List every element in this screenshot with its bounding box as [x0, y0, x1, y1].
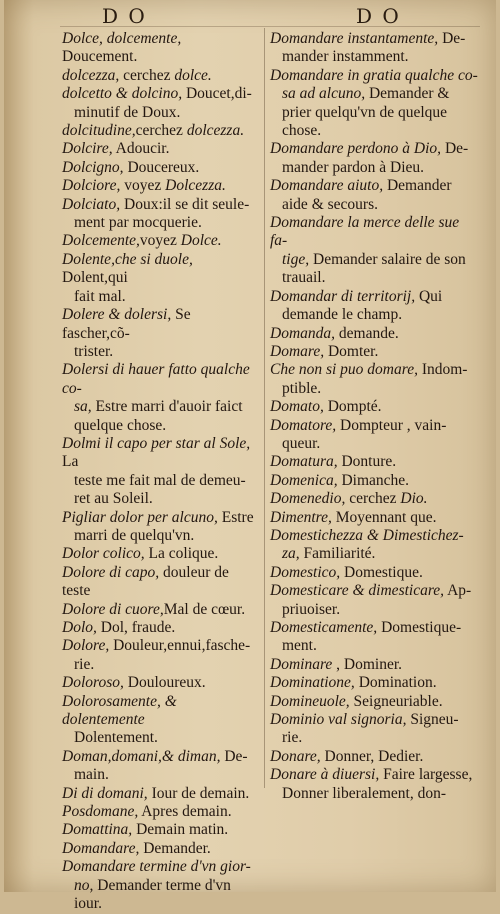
- entry-continuation: [270, 729, 478, 747]
- running-head-right: D O: [356, 4, 401, 28]
- right-column: [270, 30, 478, 803]
- dictionary-entry: [62, 821, 260, 839]
- entry-continuation: [62, 729, 260, 747]
- entry-definition: De-: [438, 30, 466, 47]
- entry-continuation: [270, 785, 478, 803]
- entry-definition-continued: priuoiser.: [282, 600, 341, 618]
- entry-definition: Estre: [217, 508, 254, 526]
- dictionary-entry: [270, 288, 478, 325]
- entry-continuation: [62, 104, 260, 122]
- dictionary-entry: [62, 858, 260, 913]
- entry-definition: cerchez: [119, 66, 175, 84]
- entry-definition: Adoucir.: [112, 140, 170, 158]
- entry-term: Domenica,: [270, 471, 338, 489]
- entry-definition: Seigneuriable.: [349, 692, 443, 710]
- entry-term: Domandare aiuto,: [270, 177, 384, 195]
- entry-continuation: [270, 251, 478, 288]
- entry-term: Domatore,: [270, 416, 337, 434]
- entry-definition-continued: Demander salaire de son trauail.: [282, 250, 466, 287]
- entry-definition: Mal de cœur.: [163, 600, 246, 618]
- entry-cross-reference: Dolcezza.: [165, 177, 226, 195]
- entry-definition: Apres demain.: [138, 803, 232, 821]
- entry-term: Doman,domani,& diman,: [62, 747, 221, 765]
- dictionary-entry: [270, 509, 478, 527]
- entry-term: Donare à diuersi,: [270, 766, 380, 784]
- entry-cross-reference: Dio.: [400, 490, 428, 508]
- dictionary-entry: [62, 159, 260, 177]
- dictionary-entry: [270, 67, 478, 141]
- entry-term: Domandare in gratia qualche co-: [270, 66, 478, 84]
- dictionary-entry: [62, 196, 260, 233]
- dictionary-entry: [62, 306, 260, 361]
- dictionary-entry: [270, 748, 478, 766]
- entry-continuation: [270, 637, 478, 655]
- entry-definition: Dompteur , vain-: [336, 416, 447, 434]
- dictionary-entry: [62, 435, 260, 509]
- entry-definition: Donner, Dedier.: [320, 747, 424, 765]
- entry-definition: voyez: [139, 232, 181, 250]
- dictionary-entry: [270, 693, 478, 711]
- entry-definition: Domination.: [354, 674, 437, 692]
- dictionary-entry: [62, 177, 260, 195]
- entry-definition: Qui: [415, 287, 443, 305]
- entry-term: Dolorosamente, & dolentemente: [62, 692, 177, 729]
- entry-definition: douleur de teste: [62, 563, 229, 600]
- entry-definition-continued: Dolentement.: [74, 729, 158, 747]
- entry-definition-continued: marri de quelqu'vn.: [74, 526, 195, 544]
- dictionary-entry: [270, 472, 478, 490]
- dictionary-entry: [270, 140, 478, 177]
- entry-term: Dolcemente,: [62, 232, 140, 250]
- entry-term: Dominare: [270, 655, 333, 673]
- entry-definition: Indom-: [417, 361, 468, 379]
- entry-cross-reference: dolce.: [174, 66, 212, 84]
- dictionary-entry: [62, 232, 260, 250]
- entry-term-continued: za,: [282, 545, 300, 563]
- entry-continuation: [62, 343, 260, 361]
- dictionary-entry: [270, 343, 478, 361]
- dictionary-entry: [270, 453, 478, 471]
- dictionary-entry: [62, 122, 260, 140]
- dictionary-entry: [270, 325, 478, 343]
- entry-definition: cerchez: [345, 490, 401, 508]
- entry-term: Domato,: [270, 398, 324, 416]
- entry-continuation: [270, 380, 478, 398]
- entry-definition: De-: [220, 747, 248, 765]
- entry-term: Dolere & dolersi,: [62, 306, 172, 324]
- entry-term: Dolore di capo,: [62, 563, 160, 581]
- dictionary-entry: [62, 674, 260, 692]
- entry-definition: De-: [441, 140, 469, 158]
- dictionary-entry: [62, 693, 260, 748]
- entry-term: Domandare la merce delle sue fa-: [270, 214, 460, 250]
- entry-definition: La: [62, 453, 79, 471]
- entry-definition-continued: ment.: [282, 637, 317, 655]
- entry-term: Domestico,: [270, 563, 341, 581]
- entry-term: Donare,: [270, 747, 321, 765]
- entry-definition-continued: rie.: [74, 655, 95, 673]
- entry-definition: Dompté.: [323, 398, 382, 416]
- entry-definition-continued: trister.: [74, 342, 114, 360]
- entry-definition-continued: ptible.: [282, 379, 322, 397]
- entry-term-continued: sa,: [74, 398, 92, 416]
- entry-term: Di di domani,: [62, 784, 148, 802]
- entry-term: Pigliar dolor per alcuno,: [62, 508, 218, 526]
- column-divider: [264, 28, 265, 788]
- dictionary-entry: [62, 67, 260, 85]
- entry-term: Domandare instantamente,: [270, 30, 439, 47]
- dictionary-entry: [62, 251, 260, 306]
- entry-definition: Iour de demain.: [147, 784, 250, 802]
- entry-continuation: [270, 85, 478, 140]
- dictionary-entry: [62, 748, 260, 785]
- entry-definition: Domter.: [324, 342, 379, 360]
- dictionary-entry: [270, 490, 478, 508]
- dictionary-entry: [270, 527, 478, 564]
- dictionary-entry: [62, 85, 260, 122]
- entry-term: Domanda,: [270, 324, 336, 342]
- entry-term: Dolente,che si duole,: [62, 250, 193, 268]
- entry-definition-continued: aide & secours.: [282, 195, 378, 213]
- entry-definition-continued: teste me fait mal de demeu-ret au Soleil.: [74, 471, 246, 508]
- entry-continuation: [270, 48, 478, 66]
- entry-definition: Doucet,di-: [182, 85, 252, 103]
- book-page: [4, 0, 496, 913]
- entry-definition-continued: mander instamment.: [282, 48, 409, 66]
- entry-definition: Demain matin.: [132, 821, 229, 839]
- entry-term: Dolersi di hauer fatto qualche co-: [62, 361, 250, 397]
- entry-definition: Donture.: [337, 453, 397, 471]
- entry-definition: Signeu-: [406, 711, 459, 729]
- dictionary-entry: [62, 619, 260, 637]
- entry-term: Domandar di territorij,: [270, 287, 416, 305]
- dictionary-entry: [62, 30, 260, 67]
- left-column: [62, 30, 260, 914]
- entry-continuation: [62, 766, 260, 784]
- entry-definition: voyez: [120, 177, 166, 195]
- entry-definition-continued: queur.: [282, 434, 321, 452]
- entry-term-continued: tige,: [282, 250, 310, 268]
- entry-term: Dolciore,: [62, 177, 121, 195]
- entry-term: Domandare termine d'vn gior-: [62, 858, 251, 876]
- running-head-left: D O: [102, 4, 147, 28]
- entry-definition-continued: Familiarité.: [299, 545, 376, 563]
- entry-continuation: [62, 527, 260, 545]
- entry-continuation: [62, 877, 260, 914]
- entry-continuation: [270, 435, 478, 453]
- entry-continuation: [62, 656, 260, 674]
- entry-definition-continued: Estre marri d'auoir faict quelque chose.: [74, 398, 243, 434]
- entry-term-continued: sa ad alcuno,: [282, 85, 366, 103]
- entry-definition-continued: demande le champ.: [282, 306, 403, 324]
- dictionary-entry: [62, 140, 260, 158]
- dictionary-entry: [270, 711, 478, 748]
- dictionary-entry: [270, 214, 478, 288]
- entry-term: Dolore,: [62, 637, 110, 655]
- entry-definition: Faire largesse,: [379, 766, 473, 784]
- entry-term: Domineuole,: [270, 692, 350, 710]
- dictionary-entry: [270, 656, 478, 674]
- entry-definition: Dolent,qui: [62, 269, 128, 287]
- entry-term: Domenedio,: [270, 490, 346, 508]
- entry-definition: Douloureux.: [123, 674, 206, 692]
- dictionary-entry: [270, 398, 478, 416]
- entry-continuation: [62, 398, 260, 435]
- entry-term: Domare,: [270, 342, 325, 360]
- entry-term: Posdomane,: [62, 803, 139, 821]
- entry-definition-continued: Demander terme d'vn iour.: [74, 876, 231, 913]
- dictionary-entry: [62, 564, 260, 601]
- dictionary-entry: [62, 601, 260, 619]
- entry-continuation: [62, 288, 260, 306]
- entry-term: dolcezza,: [62, 66, 120, 84]
- dictionary-entry: [270, 582, 478, 619]
- entry-continuation: [270, 306, 478, 324]
- entry-definition: Moyennant que.: [331, 508, 437, 526]
- entry-definition: Ap-: [444, 582, 472, 600]
- entry-cross-reference: dolcezza.: [186, 122, 245, 140]
- dictionary-entry: [62, 840, 260, 858]
- entry-term: Dolcire,: [62, 140, 113, 158]
- dictionary-entry: [62, 803, 260, 821]
- entry-term: Domesticamente,: [270, 619, 378, 636]
- entry-term: Domandare,: [62, 839, 140, 857]
- entry-continuation: [270, 601, 478, 619]
- entry-term: Domesticare & dimesticare,: [270, 582, 445, 600]
- entry-definition-continued: Donner liberalement, don-: [282, 784, 446, 802]
- dictionary-entry: [62, 637, 260, 674]
- entry-definition-continued: mander pardon à Dieu.: [282, 158, 425, 176]
- entry-term: Che non si puo domare,: [270, 361, 418, 379]
- entry-definition: Doux:il se dit seule-: [120, 195, 250, 213]
- entry-continuation: [270, 196, 478, 214]
- entry-continuation: [270, 545, 478, 563]
- dictionary-entry: [62, 509, 260, 546]
- entry-continuation: [62, 214, 260, 232]
- entry-continuation: [62, 472, 260, 509]
- entry-definition: Domestique-: [377, 619, 462, 636]
- entry-term: dolcetto & dolcino,: [62, 85, 183, 103]
- entry-definition: Demander: [383, 177, 452, 195]
- entry-continuation: [270, 159, 478, 177]
- entry-definition: cerchez: [135, 122, 187, 140]
- dictionary-entry: [62, 785, 260, 803]
- entry-definition-continued: ment par mocquerie.: [74, 214, 202, 232]
- dictionary-entry: [270, 177, 478, 214]
- dictionary-entry: [62, 361, 260, 435]
- entry-term: Dolmi il capo per star al Sole,: [62, 434, 251, 452]
- entry-definition-continued: Demander & prier quelqu'vn de quelque chose.: [282, 85, 450, 140]
- dictionary-entry: [270, 564, 478, 582]
- entry-term: Dimentre,: [270, 508, 332, 526]
- dictionary-entry: [270, 619, 478, 656]
- entry-definition-continued: rie.: [282, 729, 303, 747]
- entry-definition: , Dominer.: [332, 655, 403, 673]
- entry-term: Dolce, dolcemente,: [62, 30, 182, 47]
- dictionary-entry: [270, 766, 478, 803]
- entry-term: Doloroso,: [62, 674, 124, 692]
- entry-cross-reference: Dolce.: [180, 232, 222, 250]
- entry-term: Dolore di cuore,: [62, 600, 164, 618]
- entry-definition: Demander.: [139, 839, 211, 857]
- entry-definition: Se fascher,cõ-: [62, 306, 191, 342]
- entry-term: Dolor colico,: [62, 545, 145, 563]
- entry-definition-continued: main.: [74, 766, 109, 784]
- dictionary-entry: [270, 674, 478, 692]
- entry-definition: Doucement.: [62, 48, 138, 66]
- entry-definition: demande.: [335, 324, 399, 342]
- entry-term: Domatura,: [270, 453, 338, 471]
- entry-definition: Doucereux.: [123, 158, 200, 176]
- dictionary-entry: [270, 361, 478, 398]
- entry-definition: Douleur,ennui,fasche-: [109, 637, 251, 655]
- entry-term: Dolciato,: [62, 195, 121, 213]
- entry-term: Dominio val signoria,: [270, 711, 407, 729]
- entry-term: dolcitudine,: [62, 122, 136, 140]
- entry-definition: Dimanche.: [337, 471, 410, 489]
- entry-term: Domandare perdono à Dio,: [270, 140, 442, 158]
- entry-definition: La colique.: [144, 545, 219, 563]
- entry-definition-continued: fait mal.: [74, 287, 126, 305]
- entry-term: Domattina,: [62, 821, 133, 839]
- dictionary-entry: [270, 30, 478, 67]
- entry-definition-continued: minutif de Doux.: [74, 103, 181, 121]
- dictionary-entry: [62, 545, 260, 563]
- entry-term: Dolo,: [62, 619, 97, 636]
- entry-term-continued: no,: [74, 876, 94, 894]
- entry-term: Dominatione,: [270, 674, 355, 692]
- entry-term: Dolcigno,: [62, 158, 124, 176]
- entry-definition: Dol, fraude.: [96, 619, 176, 636]
- dictionary-entry: [270, 417, 478, 454]
- entry-definition: Domestique.: [340, 563, 423, 581]
- entry-term: Domestichezza & Dimestichez-: [270, 526, 464, 544]
